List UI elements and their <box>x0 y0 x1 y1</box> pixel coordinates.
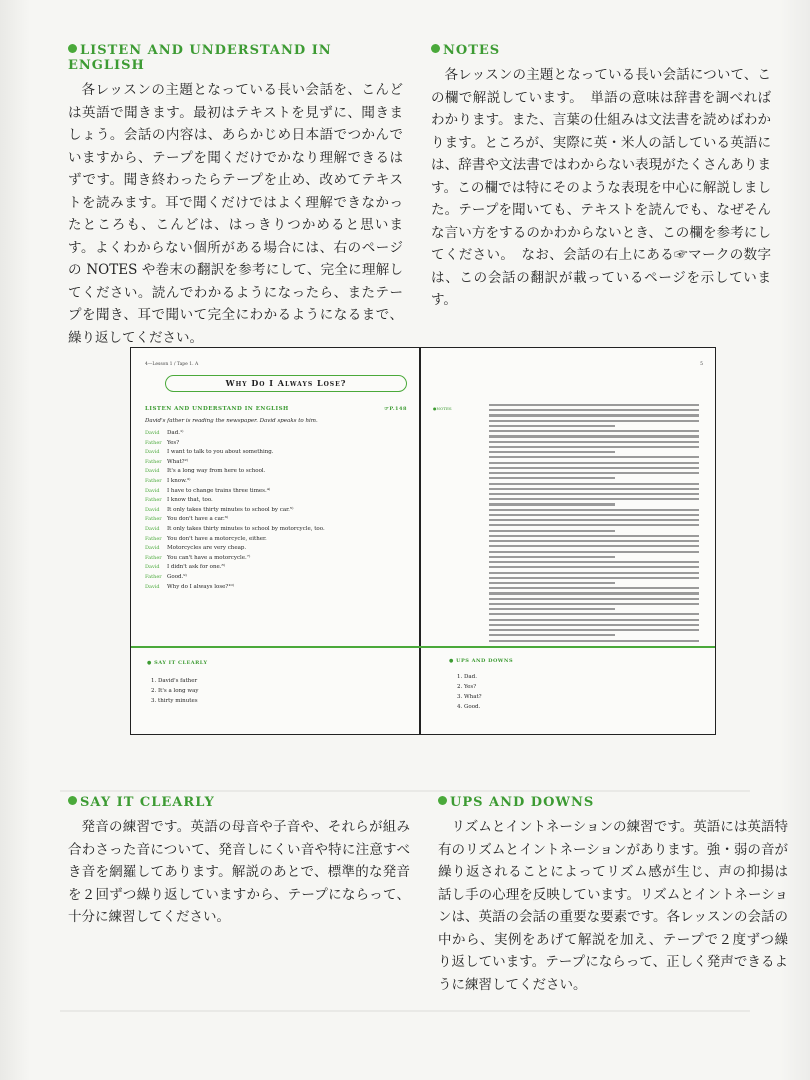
notes-text-line <box>489 540 699 542</box>
dialogue-line: You don't have a motorcycle, either. <box>167 535 267 542</box>
spread-left-page <box>145 362 407 592</box>
notes-text-line <box>489 524 699 526</box>
dialogue-row <box>145 467 407 477</box>
speaker-label: David <box>145 487 160 494</box>
dialogue-line: I want to talk to you about something. <box>167 449 274 456</box>
dialogue-line: Yes? <box>167 439 180 446</box>
dialogue-intro: David's father is reading the newspaper. David speaks to him. <box>145 418 318 424</box>
notes-text-line <box>489 530 615 532</box>
spread-right-page <box>433 362 703 411</box>
notes-text-line <box>489 613 699 615</box>
dialogue-row <box>145 448 407 458</box>
dialogue-line: What?²⁾ <box>167 458 189 465</box>
notes-text-line <box>489 435 699 437</box>
speaker-label: David <box>145 545 160 552</box>
notes-text-line <box>489 561 699 563</box>
green-bullet-icon <box>68 44 77 53</box>
speaker-label: David <box>145 449 160 456</box>
notes-text-line <box>489 488 699 490</box>
dialogue-line: It's a long way from here to school. <box>167 468 266 475</box>
dialogue-row <box>145 439 407 449</box>
notes-text-line <box>489 577 699 579</box>
dialogue-row <box>145 515 407 525</box>
notes-text-line <box>489 634 615 636</box>
dialogue-line: I know.³⁾ <box>167 477 191 484</box>
notes-heading: NOTES <box>431 43 771 58</box>
dialogue-line: Good.⁹⁾ <box>167 573 187 580</box>
dialogue-line: I didn't ask for one.⁸⁾ <box>167 564 226 571</box>
notes-text-line <box>489 587 699 589</box>
listen-body: 各レッスンの主題となっている長い会話を、こんどは英語で聞きます。最初はテキストを見ずに、聞きましょう。会話の内容は、あらかじめ日本語でつかんでいますから、テープを聞くだけでかなり理解できるはずです。聞き終わったらテープを止め、改めてテキストを読みます。耳で聞くだけではよく理解できなかったところも、こんどは、はっきりつかめると思います。よくわからない個所がある場合には、右のページの NOTES や巻末の翻訳を参考にして、完全に理解してください。読んでわかるようになったら、またテープを聞き、耳で聞いて完全にわかるようになるまで、繰り返してください。 <box>68 82 403 346</box>
speaker-label: David <box>145 506 160 513</box>
mini-ups-heading: ● UPS AND DOWNS <box>449 658 514 664</box>
speaker-label: David <box>145 583 160 590</box>
say-heading: SAY IT CLEARLY <box>68 795 410 810</box>
dialogue-line: I know that, too. <box>167 497 213 504</box>
notes-text-line <box>489 409 699 411</box>
listen-section <box>68 43 403 349</box>
dialogue-line: You don't have a car.⁶⁾ <box>167 516 229 523</box>
dialogue-row <box>145 583 407 593</box>
dialogue-line: You can't have a motorcycle.⁷⁾ <box>167 554 251 561</box>
notes-text-line <box>489 598 699 600</box>
speaker-label: David <box>145 468 160 475</box>
notes-text-line <box>489 566 699 568</box>
mini-listen-heading: ☞P.148 LISTEN AND UNDERSTAND IN ENGLISH <box>145 406 407 412</box>
speaker-label: David <box>145 525 160 532</box>
spread-page-number: 5 <box>700 362 703 367</box>
show-through <box>60 1010 750 1012</box>
speaker-label: David <box>145 564 160 571</box>
notes-text-line <box>489 446 699 448</box>
notes-text-line <box>489 640 699 642</box>
green-rule <box>131 646 715 648</box>
notes-text-line <box>489 624 699 626</box>
notes-text-line <box>489 629 699 631</box>
notes-text-line <box>489 592 699 594</box>
say-section <box>68 795 410 929</box>
notes-text-line <box>489 545 699 547</box>
notes-text-line <box>489 572 699 574</box>
dialogue <box>145 429 407 592</box>
dialogue-row <box>145 525 407 535</box>
spread-header: 4—Lesson 1 / Tape 1. A <box>145 362 199 367</box>
dialogue-line: Dad.¹⁾ <box>167 430 184 436</box>
dialogue-line: It only takes thirty minutes to school by car.⁵⁾ <box>167 506 294 513</box>
speaker-label: Father <box>145 439 162 446</box>
ups-heading: UPS AND DOWNS <box>438 795 788 810</box>
notes-text-line <box>489 441 699 443</box>
notes-text-line <box>489 498 699 500</box>
mini-notes-heading: ●NOTES <box>433 406 452 411</box>
list-item: 2. Yes? <box>457 684 477 690</box>
list-item: 4. Good. <box>457 704 481 710</box>
notes-text-line <box>489 535 699 537</box>
dialogue-row <box>145 563 407 573</box>
notes-text-line <box>489 414 699 416</box>
lesson-title-banner: Why Do I Always Lose? <box>165 375 407 392</box>
list-item: 3. What? <box>457 694 482 700</box>
ups-section <box>438 795 788 996</box>
dialogue-row <box>145 429 407 439</box>
notes-text-line <box>489 472 699 474</box>
sample-spread-figure <box>130 347 716 735</box>
translation-ref: ☞P.148 <box>384 406 407 412</box>
notes-text-line <box>489 509 699 511</box>
dialogue-row <box>145 496 407 506</box>
notes-text-line <box>489 425 615 427</box>
green-bullet-icon <box>68 796 77 805</box>
notes-text-line <box>489 456 699 458</box>
say-list <box>151 676 198 706</box>
ups-list <box>457 672 482 712</box>
notes-text-line <box>489 551 699 553</box>
notes-text-line <box>489 483 699 485</box>
dialogue-line: It only takes thirty minutes to school by motorcycle, too. <box>167 525 325 532</box>
notes-text-line <box>489 404 699 406</box>
show-through <box>60 790 750 792</box>
dialogue-row <box>145 477 407 487</box>
spread-gutter <box>419 348 421 734</box>
green-bullet-icon <box>438 796 447 805</box>
notes-text-line <box>489 493 699 495</box>
notes-text-line <box>489 519 699 521</box>
notes-text-line <box>489 477 615 479</box>
speaker-label: Father <box>145 554 162 561</box>
green-bullet-icon <box>431 44 440 53</box>
speaker-label: Father <box>145 497 162 504</box>
speaker-label: David <box>145 430 160 436</box>
dialogue-row <box>145 544 407 554</box>
notes-text-line <box>489 451 615 453</box>
list-item: 3. thirty minutes <box>151 698 198 704</box>
notes-text-line <box>489 608 615 610</box>
dialogue-row <box>145 535 407 545</box>
notes-text-line <box>489 462 699 464</box>
speaker-label: Father <box>145 573 162 580</box>
notes-text-line <box>489 420 699 422</box>
list-item: 2. It's a long way <box>151 688 199 694</box>
notes-body: 各レッスンの主題となっている長い会話について、この欄で解説しています。 単語の意味は辞書を調べればわかります。また、言葉の仕組みは文法書を読めばわかります。ところが、実際に英・米人の話している英語には、辞書や文法書ではわからない表現がたくさんあります。この欄では特にそのような表現を中心に解説しました。テープを聞いても、テキストを読んでも、なぜそんな言い方をするのかわからないとき、この欄を参考にしてください。 なお、会話の右上にある☞マークの数字は、この会話の翻訳が載っているページを示しています。 <box>431 67 771 308</box>
notes-section <box>431 43 771 312</box>
dialogue-line: Motorcycles are very cheap. <box>167 545 247 552</box>
notes-text-line <box>489 503 615 505</box>
notes-text-line <box>489 556 615 558</box>
notes-text-line <box>489 467 699 469</box>
speaker-label: Father <box>145 535 162 542</box>
speaker-label: Father <box>145 516 162 523</box>
say-body: 発音の練習です。英語の母音や子音や、それらが組み合わさった音について、発音しにくい音や特に注意すべき音を網羅してあります。解説のあとで、標準的な発音を２回ずつ繰り返していますから、テープにならって、十分に練習してください。 <box>68 819 410 925</box>
list-item: 1. David's father <box>151 678 198 684</box>
notes-text-line <box>489 514 699 516</box>
speaker-label: Father <box>145 477 162 484</box>
notes-text-line <box>489 582 615 584</box>
notes-text-block <box>489 404 699 645</box>
dialogue-line: Why do I always lose?¹⁰⁾ <box>167 583 235 590</box>
speaker-label: Father <box>145 458 162 465</box>
dialogue-row <box>145 506 407 516</box>
list-item: 1. Dad. <box>457 674 477 680</box>
ups-body: リズムとイントネーションの練習です。英語には英語特有のリズムとイントネーションがあります。強・弱の音が繰り返されることによってリズム感が生じ、声の抑揚は話し手の心理を反映しています。リズムとイントネーションは、英語の会話の重要な要素です。各レッスンの会話の中から、実例をあげて解説を加え、テープで２度ずつ繰り返しています。テープにならって、正しく発声できるように練習してください。 <box>438 819 788 993</box>
notes-text-line <box>489 603 699 605</box>
mini-say-heading: ● SAY IT CLEARLY <box>147 660 208 666</box>
notes-text-line <box>489 619 699 621</box>
listen-heading: LISTEN AND UNDERSTAND IN ENGLISH <box>68 43 332 73</box>
notes-text-line <box>489 430 699 432</box>
dialogue-row <box>145 573 407 583</box>
dialogue-row <box>145 554 407 564</box>
dialogue-line: I have to change trains three times.⁴⁾ <box>167 487 271 494</box>
dialogue-row <box>145 458 407 468</box>
dialogue-row <box>145 487 407 497</box>
